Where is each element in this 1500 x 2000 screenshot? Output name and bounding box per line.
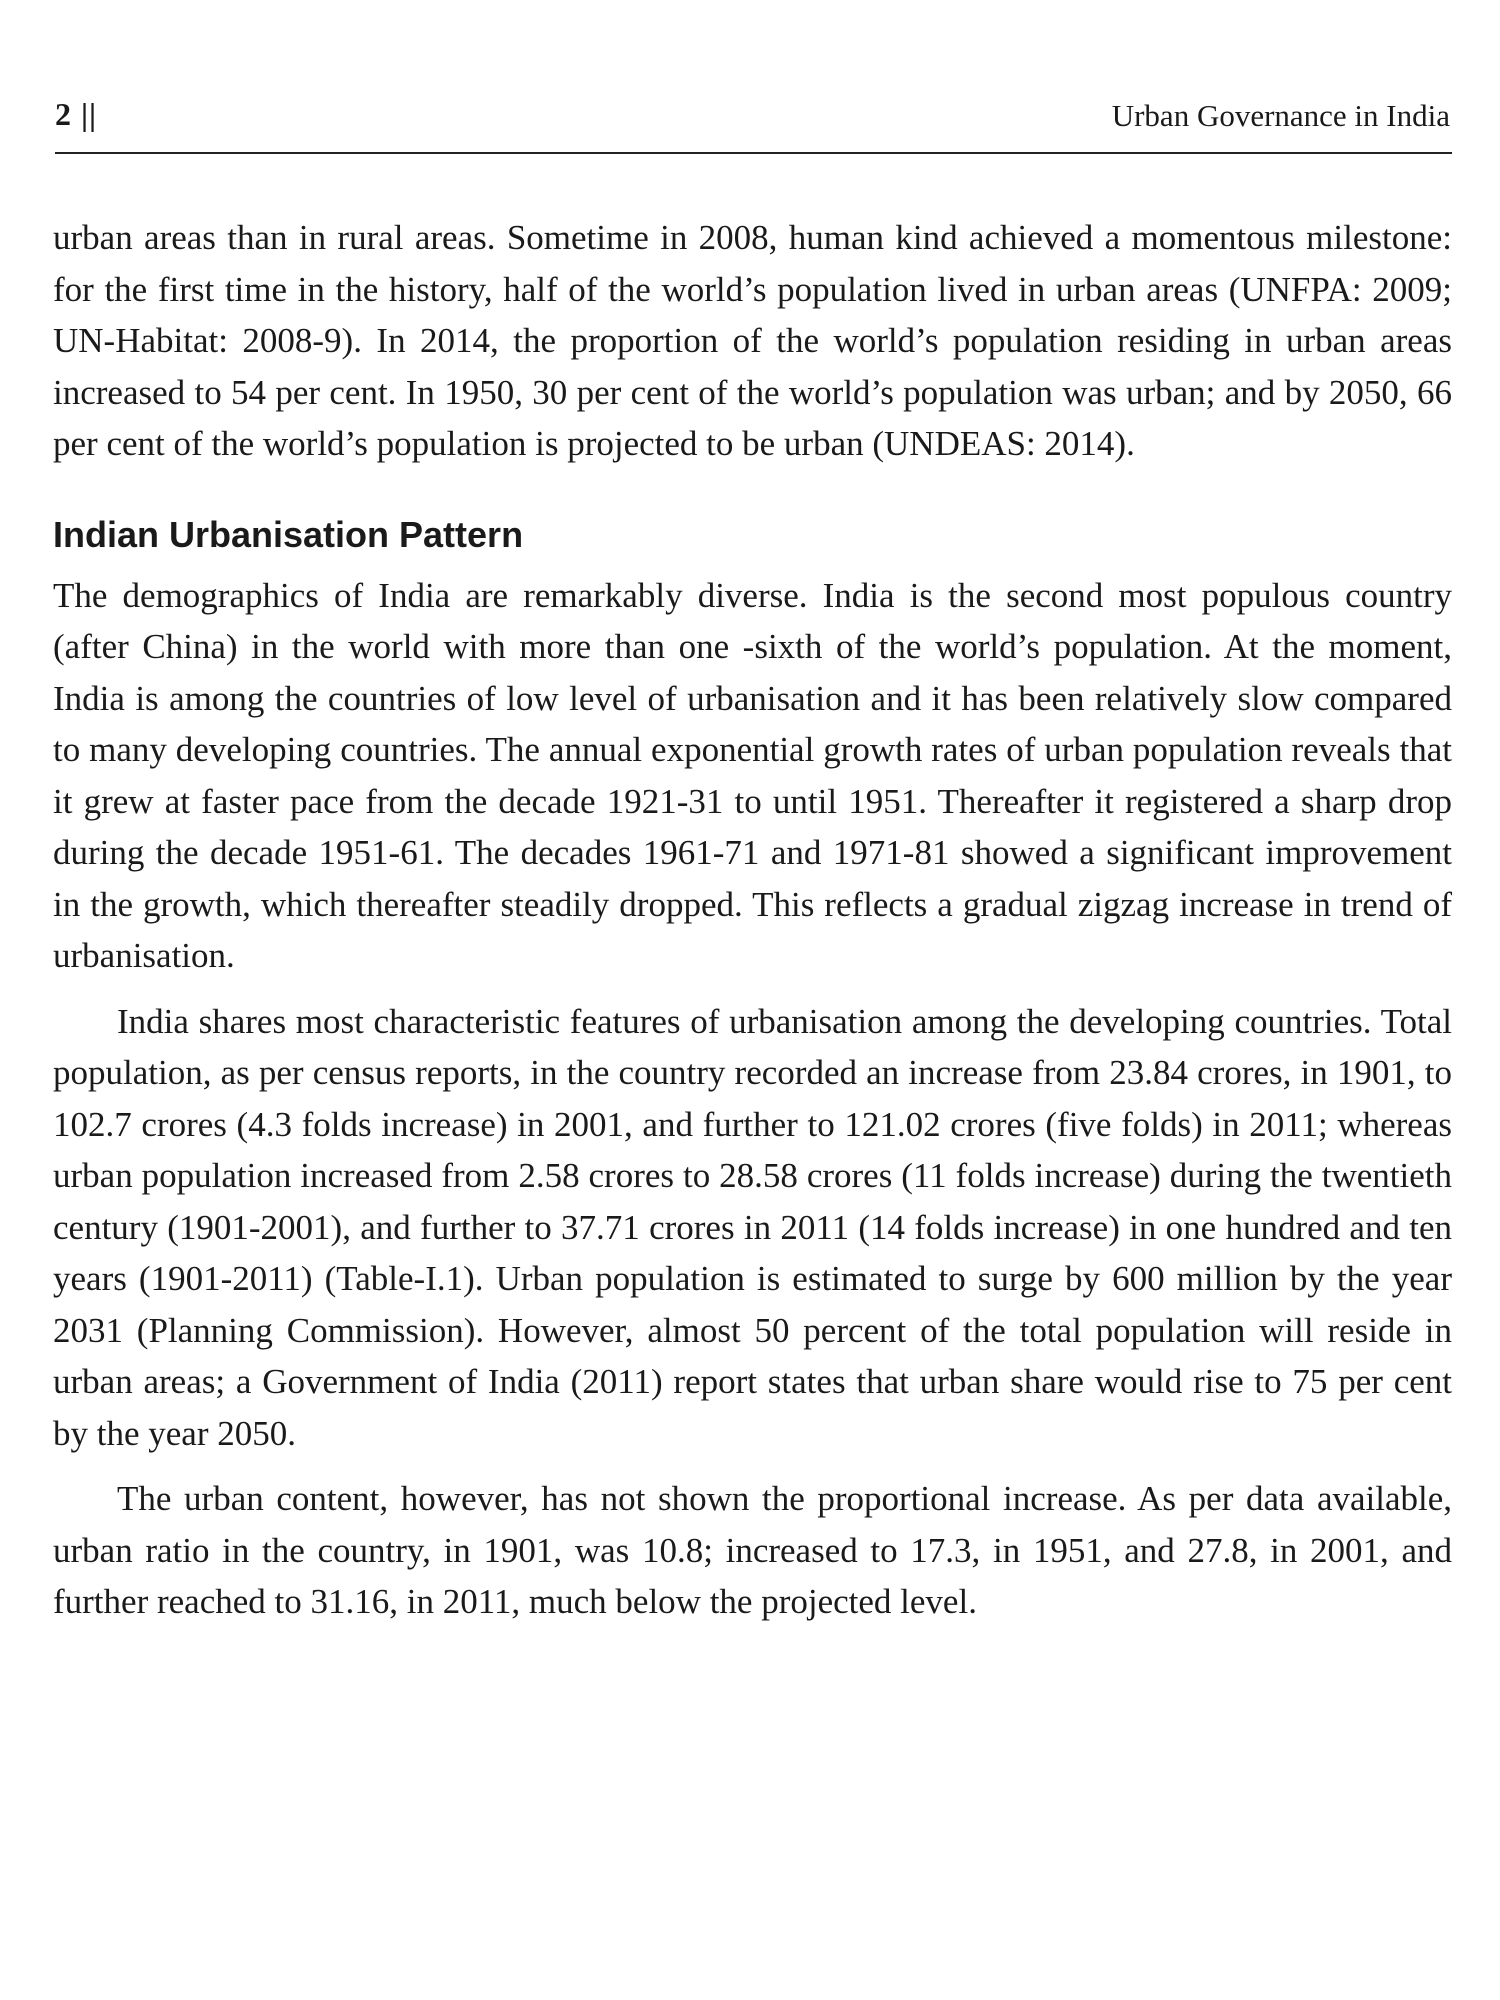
paragraph-urban-content: The urban content, however, has not shown the proportional increase. As per data available, urban ratio in the country, in 1901, was 10.8; increased to 17.3, in 1951, and 27.8, in 2001, and further reached to 31.16, in 2011, much below the projected level. bbox=[53, 1479, 1452, 1621]
header-rule bbox=[55, 152, 1452, 154]
running-title: Urban Governance in India bbox=[1111, 98, 1450, 133]
running-header bbox=[55, 96, 1450, 146]
page-body bbox=[53, 212, 1452, 1628]
section-heading: Indian Urbanisation Pattern bbox=[53, 513, 524, 555]
paragraph-demographics: The demographics of India are remarkably diverse. India is the second most populous country (after China) in the world with more than one -sixth of the world’s population. At the moment, India is among the countries of low level of urbanisation and it has been relatively slow compared to many developing countries. The annual exponential growth rates of urban population reveals that it grew at faster pace from the decade 1921-31 to until 1951. Thereafter it registered a sharp drop during the decade 1951-61. The decades 1961-71 and 1971-81 showed a significant improvement in the growth, which thereafter steadily dropped. This reflects a gradual zigzag increase in trend of urbanisation. bbox=[53, 575, 1452, 975]
page-number: 2 || bbox=[55, 96, 98, 132]
paragraph-characteristics: India shares most characteristic features of urbanisation among the developing countries. Total population, as per census reports, in the country recorded an increase from 23.84 crores, in 1901, to 102.7 crores (4.3 folds increase) in 2001, and further to 121.02 crores (five folds) in 2011; whereas urban population increased from 2.58 crores to 28.58 crores (11 folds increase) during the twentieth century (1901-2001), and further to 37.71 crores in 2011 (14 folds increase) in one hundred and ten years (1901-2011) (Table-I.1). Urban population is estimated to surge by 600 million by the year 2031 (Planning Commission). However, almost 50 percent of the total population will reside in urban areas; a Government of India (2011) report states that urban share would rise to 75 per cent by the year 2050. bbox=[53, 1001, 1452, 1453]
paragraph-continued: urban areas than in rural areas. Sometime in 2008, human kind achieved a momentous milestone: for the first time in the history, half of the world’s population lived in urban areas (UNFPA: 2009; UN-Habitat: 2008-9). In 2014, the proportion of the world’s population residing in urban areas increased to 54 per cent. In 1950, 30 per cent of the world’s population was urban; and by 2050, 66 per cent of the world’s population is projected to be urban (UNDEAS: 2014). bbox=[53, 218, 1452, 463]
